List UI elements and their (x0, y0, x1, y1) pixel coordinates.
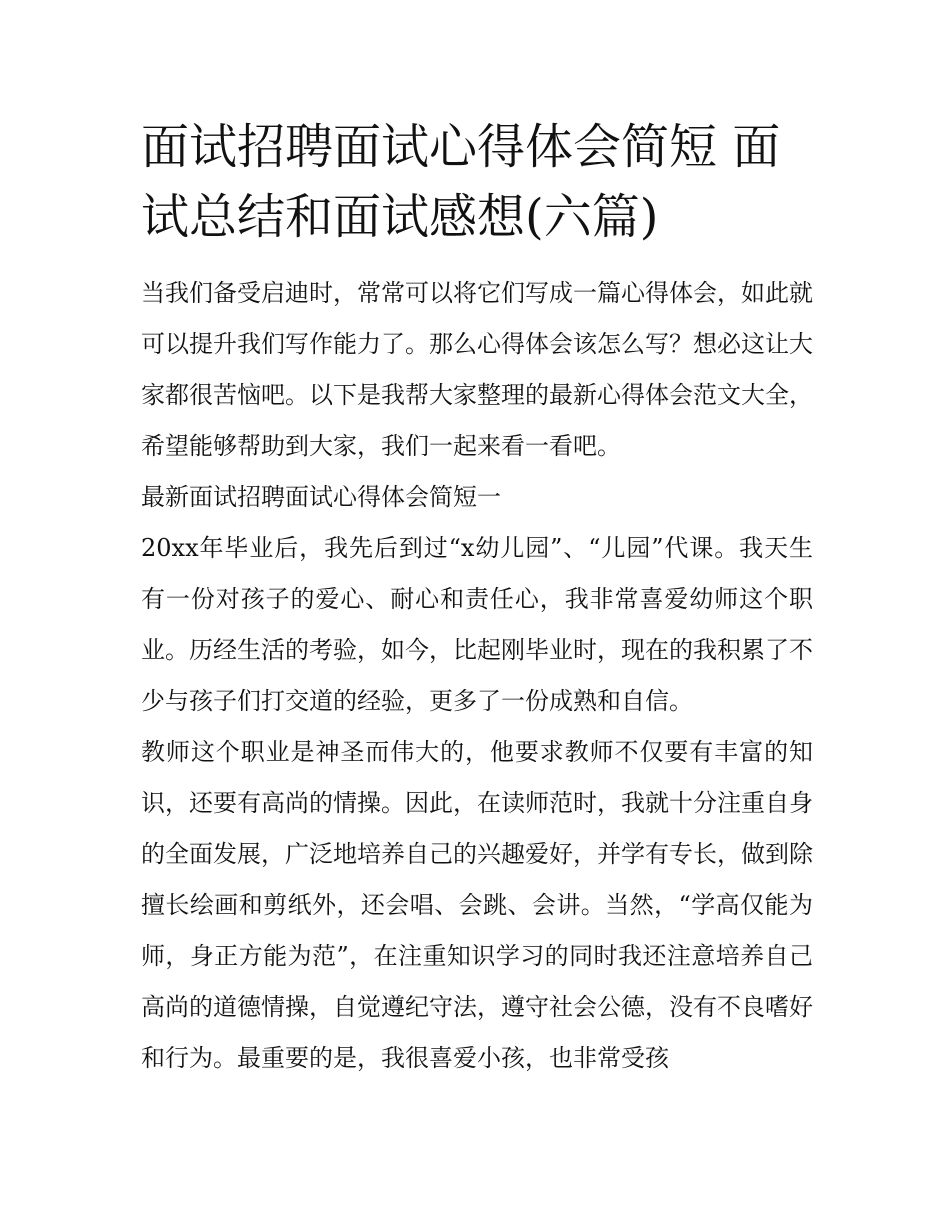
intro-paragraph: 当我们备受启迪时，常常可以将它们写成一篇心得体会，如此就可以提升我们写作能力了。那么心得体会该怎么写？想必这让大家都很苦恼吧。以下是我帮大家整理的最新心得体会范文大全，希望能够帮助到大家，我们一起来看一看吧。 (141, 279, 813, 460)
document-body (141, 112, 813, 1084)
section-heading: 最新面试招聘面试心得体会简短一 (141, 483, 501, 511)
body-paragraph-2: 教师这个职业是神圣而伟大的，他要求教师不仅要有丰富的知识，还要有高尚的情操。因此，在读师范时，我就十分注重自身的全面发展，广泛地培养自己的兴趣爱好，并学有专长，做到除擅长绘画和剪纸外，还会唱、会跳、会讲。当然，“学高仅能为师，身正方能为范”，在注重知识学习的同时我还注意培养自己高尚的道德情操，自觉遵纪守法，遵守社会公德，没有不良嗜好和行为。最重要的是，我很喜爱小孩，也非常受孩 (141, 738, 813, 1072)
document-title: 面试招聘面试心得体会简短 面试总结和面试感想(六篇) (141, 119, 781, 245)
body-paragraph-1: 20xx年毕业后，我先后到过“x幼儿园”、“儿园”代课。我天生有一份对孩子的爱心、耐心和责任心，我非常喜爱幼师这个职业。历经生活的考验，如今，比起刚毕业时，现在的我积累了不少与孩子们打交道的经验，更多了一份成熟和自信。 (141, 534, 813, 715)
